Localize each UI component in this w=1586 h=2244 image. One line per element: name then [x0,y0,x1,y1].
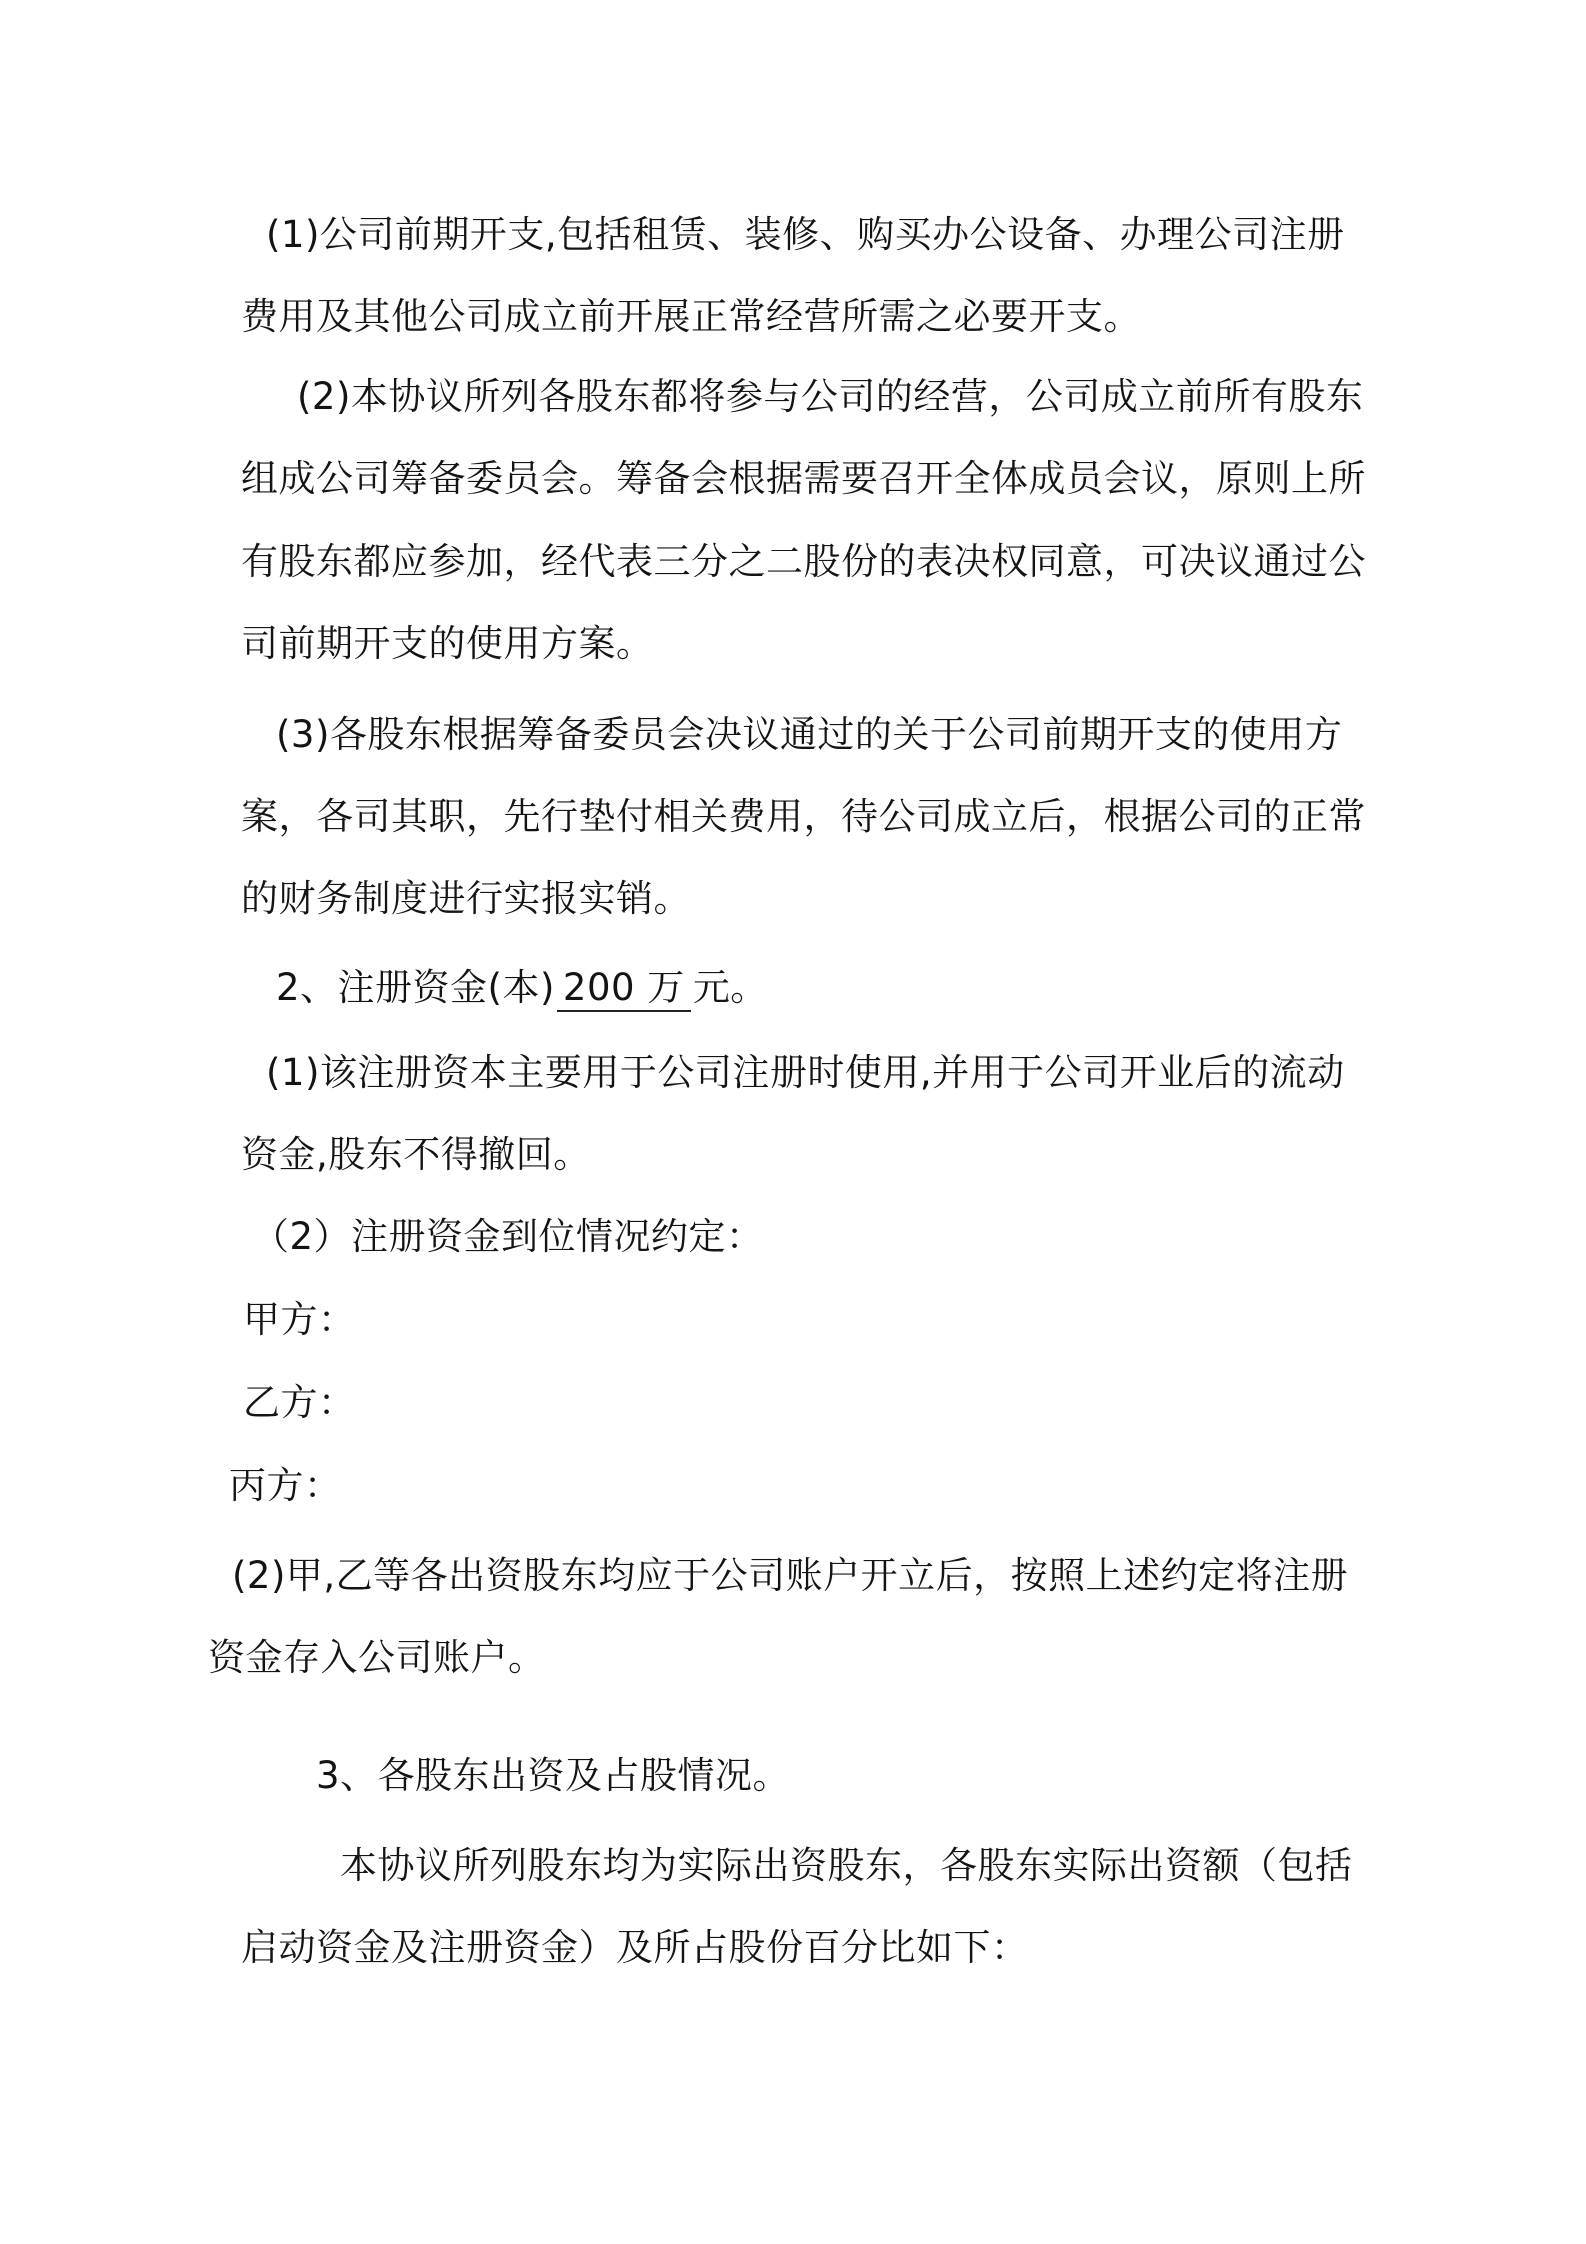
s3-p1-line2: 启动资金及注册资金）及所占股份百分比如下： [241,1926,1029,1969]
s1-p3-line1: (3)各股东根据筹备委员会决议通过的关于公司前期开支的使用方 [276,713,1343,756]
s1-p3-line3: 的财务制度进行实报实销。 [241,877,691,920]
s1-p2-line2: 组成公司筹备委员会。筹备会根据需要召开全体成员会议，原则上所 [241,457,1366,500]
s2-p3-line1: (2)甲,乙等各出资股东均应于公司账户开立后，按照上述约定将注册 [232,1554,1349,1597]
party-b-label: 乙方： [243,1381,356,1424]
s3-heading: 3、各股东出资及占股情况。 [316,1754,791,1797]
s1-p1-line1: (1)公司前期开支,包括租赁、装修、购买办公设备、办理公司注册 [266,213,1345,256]
s2-heading-amount: 200 万 [557,968,691,1012]
s1-p2-line1: (2)本协议所列各股东都将参与公司的经营，公司成立前所有股东 [297,375,1364,418]
s2-heading [276,964,768,1012]
s2-heading-prefix: 2、注册资金(本) [276,966,555,1009]
s1-p2-line3: 有股东都应参加，经代表三分之二股份的表决权同意，可决议通过公 [241,540,1366,583]
party-a-label: 甲方： [243,1298,356,1341]
s2-heading-suffix: 元。 [692,966,768,1009]
s2-p3-line2: 资金存入公司账户。 [208,1636,546,1679]
s3-p1-line1: 本协议所列股东均为实际出资股东，各股东实际出资额（包括 [340,1844,1353,1887]
s1-p2-line4: 司前期开支的使用方案。 [241,622,654,665]
s1-p3-line2: 案，各司其职，先行垫付相关费用，待公司成立后，根据公司的正常 [241,795,1366,838]
s2-p1-line1: (1)该注册资本主要用于公司注册时使用,并用于公司开业后的流动 [266,1051,1345,1094]
s2-p1-line2: 资金,股东不得撤回。 [241,1133,591,1176]
s2-p2: （2）注册资金到位情况约定： [252,1215,764,1258]
s1-p1-line2: 费用及其他公司成立前开展正常经营所需之必要开支。 [241,295,1141,338]
party-c-label: 丙方： [229,1464,342,1507]
